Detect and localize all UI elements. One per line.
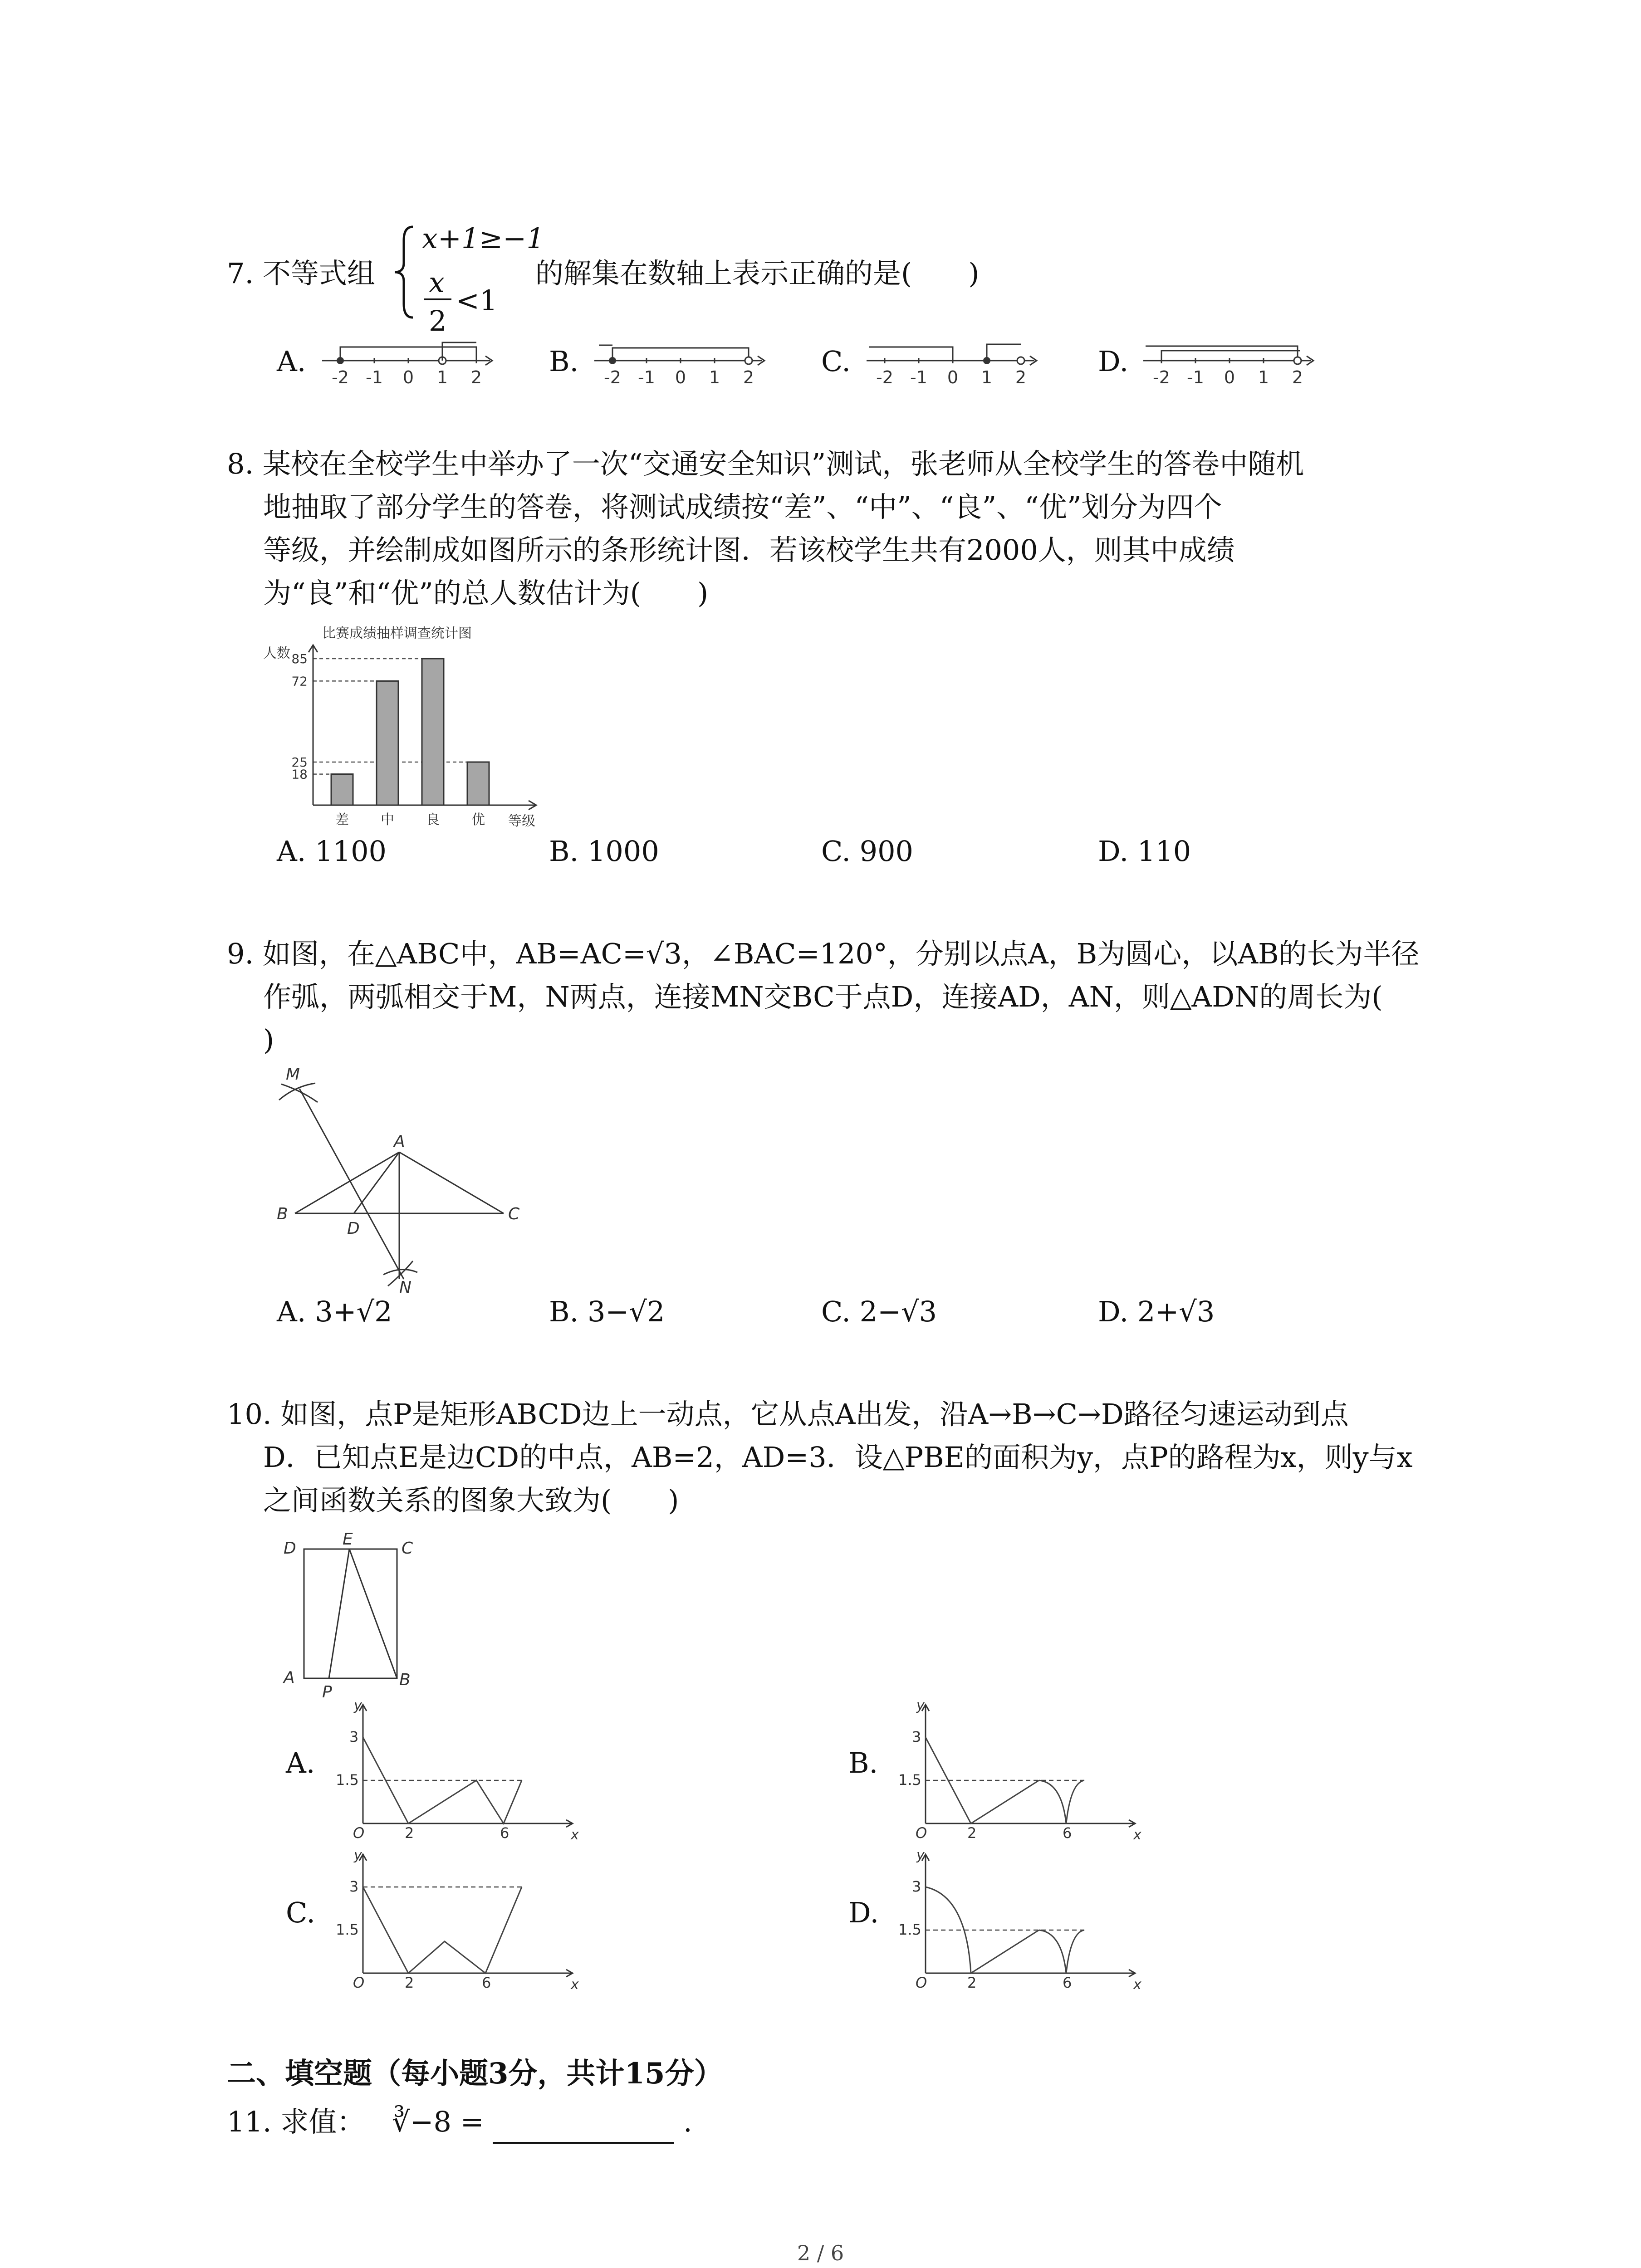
q10-label-d: D	[284, 1539, 296, 1558]
q9-option-b[interactable]: B. 3−√2	[549, 1295, 665, 1328]
q9-option-c[interactable]: C. 2−√3	[821, 1295, 937, 1328]
q10-rectangle-figure	[279, 1529, 424, 1701]
svg-text:y: y	[354, 1848, 362, 1863]
q7-stem-prefix: 7. 不等式组	[227, 257, 375, 290]
q7-b-tick-n1: -1	[638, 367, 655, 387]
q11-answer-blank[interactable]	[493, 2119, 674, 2144]
q10-graph-d-arc-1	[926, 1887, 971, 1973]
q7-c-tick-2: 2	[1015, 367, 1027, 387]
chart-bar-3	[467, 762, 489, 805]
q10-graph-d-arc-2	[1039, 1930, 1084, 1973]
q9-label-d: D	[347, 1219, 360, 1238]
q9-option-a[interactable]: A. 3+√2	[277, 1295, 392, 1328]
q10-graph-a	[336, 1696, 581, 1842]
q7-option-d-label: D.	[1098, 345, 1129, 378]
q9-line-3: )	[263, 1023, 274, 1056]
q10-line-1: 10. 如图，点P是矩形ABCD边上一动点，它从点A出发，沿A→B→C→D路径匀速运动到点	[227, 1398, 1349, 1431]
q8-line-1: 8. 某校在全校学生中举办了一次“交通安全知识”测试，张老师从全校学生的答卷中随机	[227, 447, 1304, 480]
svg-text:6: 6	[482, 1974, 491, 1991]
q10-graph-b-arc	[1039, 1780, 1084, 1823]
q7-stem-suffix: 的解集在数轴上表示正确的是( )	[535, 257, 980, 290]
svg-text:O: O	[353, 1824, 365, 1842]
chart-ytick-3: 85	[291, 651, 308, 666]
q7-b-tick-2: 2	[743, 367, 754, 387]
chart-xticks	[335, 812, 485, 828]
q9-label-a: A	[394, 1132, 405, 1151]
chart-ytick-2: 72	[291, 674, 308, 689]
q9-option-d[interactable]: D. 2+√3	[1098, 1295, 1215, 1328]
q8-line-4: 为“良”和“优”的总人数估计为( )	[263, 577, 709, 610]
svg-text:6: 6	[500, 1824, 509, 1842]
svg-text:3: 3	[349, 1878, 359, 1895]
q7-a-tick-n1: -1	[366, 367, 383, 387]
q7-d-tick-0: 0	[1224, 367, 1235, 387]
q9-segment-mn	[299, 1089, 404, 1279]
q9-segment-ad	[354, 1152, 399, 1213]
q10-option-d-label: D.	[848, 1896, 879, 1929]
q7-d-tick-n2: -2	[1153, 367, 1170, 387]
svg-text:O: O	[353, 1974, 365, 1991]
q7-a-tick-0: 0	[402, 367, 414, 387]
q10-option-a-label: A.	[286, 1746, 315, 1779]
q7-c-tick-n2: -2	[876, 367, 893, 387]
q10-graph-c	[336, 1846, 581, 1991]
q10-line-3: 之间函数关系的图象大致为( )	[263, 1484, 679, 1517]
q10-graph-b	[898, 1696, 1143, 1842]
q7-option-c-numberline	[862, 338, 1053, 392]
q10-segment-be	[349, 1549, 397, 1678]
q7-c-tick-1: 1	[981, 367, 993, 387]
q9-label-b: B	[277, 1205, 288, 1223]
svg-text:x: x	[571, 1977, 579, 1991]
q7-option-b-numberline	[590, 338, 780, 392]
chart-bar-0	[331, 774, 353, 805]
chart-ylabel: 人数	[263, 645, 290, 661]
q7-a-tick-1: 1	[436, 367, 448, 387]
q10-segment-pe	[329, 1549, 349, 1678]
q8-option-b[interactable]: B. 1000	[549, 835, 659, 868]
chart-bar-2	[422, 659, 444, 805]
q8-line-2: 地抽取了部分学生的答卷，将测试成绩按“差”、“中”、“良”、“优”划分为四个	[263, 490, 1222, 523]
section-2-title: 二、填空题（每小题3分，共计15分）	[227, 2057, 723, 2091]
svg-text:3: 3	[912, 1878, 921, 1895]
chart-xtick-3: 优	[471, 812, 485, 828]
q7-d-tick-n1: -1	[1187, 367, 1204, 387]
q7-inequality-1: x+1≥−1	[422, 222, 544, 255]
q8-line-3: 等级，并绘制成如图所示的条形统计图．若该校学生共有2000人，则其中成绩	[263, 533, 1235, 567]
chart-ytick-0: 18	[291, 767, 308, 782]
svg-text:2: 2	[405, 1824, 414, 1842]
q10-graph-d	[898, 1846, 1143, 1991]
q7-d-tick-1: 1	[1258, 367, 1269, 387]
chart-xtick-0: 差	[335, 812, 349, 828]
chart-xtick-1: 中	[381, 812, 394, 828]
q8-bar-chart	[263, 621, 554, 830]
q10-label-p: P	[322, 1683, 332, 1701]
svg-text:y: y	[916, 1848, 925, 1863]
q7-option-a-numberline	[318, 338, 508, 392]
q7-fraction-den: 2	[429, 304, 447, 337]
q11-prefix: 11. 求值：	[227, 2105, 365, 2138]
q7-b-tick-n2: -2	[604, 367, 621, 387]
q11-line	[227, 2100, 692, 2144]
svg-text:6: 6	[1063, 1974, 1072, 1991]
q7-b-tick-0: 0	[675, 367, 686, 387]
q7-c-tick-0: 0	[947, 367, 959, 387]
q9-line-2: 作弧，两弧相交于M，N两点，连接MN交BC于点D，连接AD，AN，则△ADN的周长为(	[263, 980, 1383, 1013]
chart-yticks	[291, 651, 308, 782]
svg-text:O: O	[916, 1824, 927, 1842]
q7-option-b-label: B.	[549, 345, 579, 378]
chart-xlabel: 等级	[508, 813, 535, 829]
q9-label-m: M	[286, 1066, 300, 1084]
q7-b-tick-1: 1	[709, 367, 720, 387]
svg-text:1.5: 1.5	[336, 1921, 359, 1938]
q9-label-n: N	[399, 1278, 411, 1293]
svg-text:x: x	[571, 1827, 579, 1842]
q11-suffix: .	[683, 2105, 692, 2138]
svg-text:1.5: 1.5	[898, 1771, 921, 1789]
q10-line-2: D．已知点E是边CD的中点，AB=2，AD=3．设△PBE的面积为y，点P的路程为x，则y与x	[263, 1441, 1413, 1474]
q9-segment-ac	[399, 1152, 504, 1213]
page-number: 2 / 6	[797, 2241, 844, 2265]
q7-a-tick-2: 2	[470, 367, 482, 387]
svg-text:x: x	[1133, 1977, 1141, 1991]
q10-rect-abcd	[304, 1549, 397, 1678]
q7-fraction-num: x	[429, 266, 445, 299]
q10-label-a: A	[284, 1668, 295, 1687]
svg-text:2: 2	[405, 1974, 414, 1991]
svg-text:x: x	[1133, 1827, 1141, 1842]
svg-text:1.5: 1.5	[898, 1921, 921, 1938]
svg-text:2: 2	[967, 1974, 977, 1991]
chart-title: 比赛成绩抽样调查统计图	[322, 626, 472, 641]
chart-ytick-1: 25	[291, 755, 308, 770]
svg-text:3: 3	[349, 1728, 359, 1745]
chart-bar-1	[377, 681, 398, 805]
q9-segment-ab	[295, 1152, 399, 1213]
q7-d-tick-2: 2	[1292, 367, 1303, 387]
q10-option-b-label: B.	[848, 1746, 878, 1779]
chart-xtick-2: 良	[426, 812, 440, 828]
q10-label-b: B	[399, 1671, 411, 1689]
q7-inequality-2-tail: <1	[456, 284, 498, 317]
q8-option-a[interactable]: A. 1100	[277, 835, 387, 868]
q10-option-c-label: C.	[286, 1896, 315, 1929]
svg-text:y: y	[354, 1698, 362, 1714]
svg-text:3: 3	[912, 1728, 921, 1745]
q9-label-c: C	[508, 1205, 520, 1223]
q7-option-a-label: A.	[277, 345, 306, 378]
q10-graph-d-line	[971, 1930, 1039, 1973]
chart-bars	[331, 659, 489, 805]
svg-text:2: 2	[967, 1824, 977, 1842]
q7-a-tick-n2: -2	[332, 367, 349, 387]
q9-line-1: 9. 如图，在△ABC中，AB=AC=√3，∠BAC=120°，分别以点A，B为圆心，以AB的长为半径	[227, 937, 1420, 970]
q11-expression: ∛−8 =	[392, 2105, 484, 2138]
svg-text:6: 6	[1063, 1824, 1072, 1842]
q9-triangle-figure	[268, 1066, 540, 1293]
q7-option-d-numberline	[1139, 338, 1329, 392]
svg-text:y: y	[916, 1698, 925, 1714]
q10-label-e: E	[343, 1530, 353, 1549]
q10-graph-c-curve	[363, 1887, 522, 1973]
q8-option-c[interactable]: C. 900	[821, 835, 913, 868]
q7-option-c-label: C.	[821, 345, 851, 378]
q10-label-c: C	[402, 1539, 413, 1558]
svg-text:O: O	[916, 1974, 927, 1991]
svg-text:1.5: 1.5	[336, 1771, 359, 1789]
q8-option-d[interactable]: D. 110	[1098, 835, 1191, 868]
q7-c-tick-n1: -1	[910, 367, 927, 387]
